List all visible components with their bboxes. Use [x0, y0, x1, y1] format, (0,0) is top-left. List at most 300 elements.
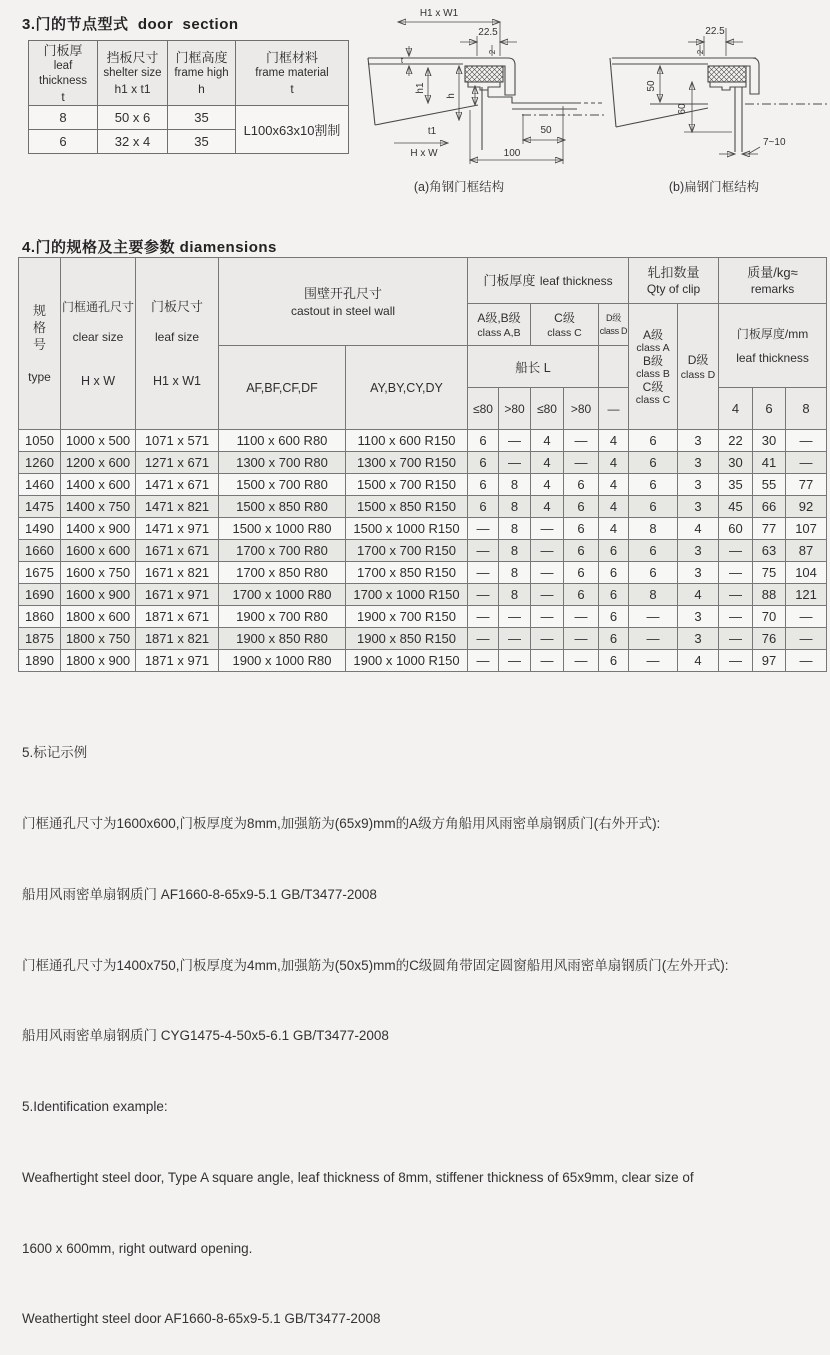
- header-en: class C: [635, 393, 671, 406]
- header-zh: 门框材料: [265, 50, 318, 65]
- header-en: class B: [636, 367, 670, 380]
- spec-cell: 6: [599, 628, 629, 650]
- header-limit: ≤80: [468, 388, 499, 430]
- drawing-a-caption: (a)角钢门框结构: [413, 180, 505, 194]
- spec-row-1675: [19, 562, 827, 584]
- spec-cell: 1000 x 500: [61, 430, 136, 452]
- dim-label-22-5: 22.5: [705, 26, 725, 37]
- spec-cell: 107: [786, 518, 827, 540]
- header-limit: ≤80: [531, 388, 564, 430]
- note-line: 5.Identification example:: [22, 1099, 168, 1115]
- spec-cell: —: [629, 628, 678, 650]
- cell-frame-high: 35: [168, 130, 236, 154]
- spec-cell: 1500 x 850 R80: [219, 496, 346, 518]
- spec-cell: 1700 x 1000 R80: [219, 584, 346, 606]
- spec-cell: —: [786, 628, 827, 650]
- spec-cell: 6: [629, 430, 678, 452]
- header-leaf-thickness: [29, 41, 98, 106]
- note-line: 船用风雨密单扇钢质门 AF1660-8-65x9-5.1 GB/T3477-2008: [22, 886, 377, 902]
- dim-label-100: 100: [503, 148, 521, 159]
- spec-cell: 92: [786, 496, 827, 518]
- note-line: Weathertight steel door AF1660-8-65x9-5.1 GB/T3477-2008: [22, 1311, 381, 1327]
- spec-cell: 1100 x 600 R80: [219, 430, 346, 452]
- spec-cell: 1700 x 850 R80: [219, 562, 346, 584]
- note-line: 门框通孔尺寸为1600x600,门板厚度为8mm,加强筋为(65x9)mm的A级方角船用风雨密单扇钢质门(右外开式):: [22, 815, 661, 831]
- dim-label-h: h: [446, 93, 457, 99]
- header-mass-8: 8: [786, 388, 827, 430]
- spec-row-1875: [19, 628, 827, 650]
- header-zh: 门板厚度/mm: [736, 326, 809, 341]
- spec-cell: —: [468, 628, 499, 650]
- dim-label-t: t: [400, 56, 404, 65]
- header-en: class D: [599, 325, 628, 336]
- spec-cell: —: [719, 628, 753, 650]
- drawing-b-caption: (b)扁钢门框结构: [668, 180, 760, 194]
- spec-cell: —: [629, 650, 678, 672]
- header-qty-class-d: [678, 304, 719, 430]
- spec-cell: 6: [599, 606, 629, 628]
- table-row: [29, 106, 349, 130]
- spec-cell: —: [719, 562, 753, 584]
- spec-cell: 75: [753, 562, 786, 584]
- spec-cell: 1260: [19, 452, 61, 474]
- spec-cell: —: [499, 628, 531, 650]
- dim-label-7-10: 7~10: [763, 137, 786, 148]
- spec-cell: —: [499, 452, 531, 474]
- header-symbol: h1 x t1: [114, 82, 151, 96]
- spec-cell: 1700 x 700 R150: [346, 540, 468, 562]
- spec-cell: —: [531, 650, 564, 672]
- header-leaf-size: [136, 258, 219, 430]
- header-qty-class-abc: [629, 304, 678, 430]
- drawing-angle-steel-frame: [362, 2, 605, 196]
- header-shelter-size: [98, 41, 168, 106]
- spec-cell: 35: [719, 474, 753, 496]
- spec-cell: 4: [531, 452, 564, 474]
- spec-cell: —: [719, 606, 753, 628]
- spec-cell: —: [531, 606, 564, 628]
- spec-cell: 104: [786, 562, 827, 584]
- header-zh: 质量/kg≈: [747, 265, 798, 280]
- spec-cell: 45: [719, 496, 753, 518]
- spec-cell: 8: [629, 518, 678, 540]
- header-zh: 轧扣数量: [647, 265, 700, 280]
- spec-cell: 66: [753, 496, 786, 518]
- header-zh: 围壁开孔尺寸: [303, 285, 382, 301]
- header-frame-high: [168, 41, 236, 106]
- spec-cell: 1600 x 750: [61, 562, 136, 584]
- header-en: shelter size: [103, 67, 162, 79]
- header-symbol: t: [61, 89, 65, 104]
- spec-cell: 1100 x 600 R150: [346, 430, 468, 452]
- gasket-hatch: [465, 66, 503, 82]
- header-zh: 门框高度: [175, 50, 228, 65]
- spec-cell: 6: [629, 496, 678, 518]
- spec-cell: —: [564, 628, 599, 650]
- spec-cell: 1700 x 1000 R150: [346, 584, 468, 606]
- spec-cell: 1900 x 700 R80: [219, 606, 346, 628]
- spec-cell: 4: [599, 430, 629, 452]
- dim-label-2: 2: [488, 49, 497, 55]
- header-en: remarks: [750, 282, 795, 296]
- spec-cell: 4: [678, 650, 719, 672]
- spec-cell: —: [786, 650, 827, 672]
- spec-cell: 4: [678, 584, 719, 606]
- spec-cell: 6: [629, 540, 678, 562]
- spec-cell: 1500 x 700 R150: [346, 474, 468, 496]
- spec-cell: 6: [564, 474, 599, 496]
- spec-row-1860: [19, 606, 827, 628]
- spec-cell: 4: [531, 496, 564, 518]
- spec-cell: 87: [786, 540, 827, 562]
- spec-cell: 6: [564, 584, 599, 606]
- section3-title: 3.门的节点型式 door section: [22, 16, 239, 33]
- spec-cell: 1471 x 671: [136, 474, 219, 496]
- header-castout: [219, 258, 468, 346]
- spec-cell: —: [531, 628, 564, 650]
- spec-cell: 6: [468, 430, 499, 452]
- spec-cell: 6: [599, 650, 629, 672]
- cell-leaf-thickness: 6: [29, 130, 98, 154]
- spec-cell: —: [786, 452, 827, 474]
- spec-cell: 1660: [19, 540, 61, 562]
- header-zh: D级: [687, 352, 709, 367]
- spec-cell: 1400 x 900: [61, 518, 136, 540]
- dim-label-h1: h1: [415, 82, 426, 94]
- spec-cell: 6: [629, 474, 678, 496]
- spec-cell: 8: [499, 496, 531, 518]
- spec-cell: 1600 x 900: [61, 584, 136, 606]
- spec-cell: 30: [719, 452, 753, 474]
- spec-cell: 60: [719, 518, 753, 540]
- spec-cell: 1800 x 750: [61, 628, 136, 650]
- dim-label-t1: t1: [427, 126, 437, 137]
- header-zh: C级: [554, 310, 575, 325]
- spec-cell: 1871 x 671: [136, 606, 219, 628]
- spec-cell: —: [499, 430, 531, 452]
- spec-cell: 22: [719, 430, 753, 452]
- spec-cell: 77: [753, 518, 786, 540]
- header-ship-length-d-blank: [599, 346, 629, 388]
- spec-cell: —: [468, 540, 499, 562]
- header-symbol: H x W: [80, 373, 116, 388]
- spec-cell: 1500 x 1000 R80: [219, 518, 346, 540]
- spec-cell: 6: [564, 496, 599, 518]
- spec-cell: 77: [786, 474, 827, 496]
- header-zh: A级: [643, 327, 664, 342]
- spec-cell: —: [531, 584, 564, 606]
- spec-cell: 1700 x 700 R80: [219, 540, 346, 562]
- spec-cell: 6: [564, 540, 599, 562]
- spec-cell: —: [719, 650, 753, 672]
- spec-cell: 1471 x 971: [136, 518, 219, 540]
- spec-cell: 6: [564, 518, 599, 540]
- spec-cell: 3: [678, 496, 719, 518]
- header-symbol: h: [198, 82, 205, 96]
- spec-cell: 1071 x 571: [136, 430, 219, 452]
- spec-cell: —: [564, 452, 599, 474]
- spec-cell: 41: [753, 452, 786, 474]
- spec-cell: 1471 x 821: [136, 496, 219, 518]
- spec-cell: 4: [599, 496, 629, 518]
- header-type-en: type: [28, 370, 51, 384]
- spec-cell: 1800 x 600: [61, 606, 136, 628]
- spec-row-1890: [19, 650, 827, 672]
- door-spec-table: [18, 257, 827, 672]
- spec-table-body: [19, 430, 827, 672]
- spec-cell: 1875: [19, 628, 61, 650]
- spec-cell: 1900 x 1000 R150: [346, 650, 468, 672]
- spec-cell: 1800 x 900: [61, 650, 136, 672]
- section4-title: 4.门的规格及主要参数 diamensions: [22, 239, 277, 256]
- spec-cell: 1600 x 600: [61, 540, 136, 562]
- spec-cell: —: [499, 650, 531, 672]
- spec-row-1660: [19, 540, 827, 562]
- header-en: leaf thickness: [736, 350, 809, 365]
- spec-cell: 97: [753, 650, 786, 672]
- header-zh: B级: [643, 353, 664, 368]
- dimension-labels-a: [401, 8, 552, 159]
- spec-cell: 1500 x 850 R150: [346, 496, 468, 518]
- spec-cell: 1675: [19, 562, 61, 584]
- header-mass-6: 6: [753, 388, 786, 430]
- spec-cell: 1671 x 671: [136, 540, 219, 562]
- spec-cell: 8: [499, 562, 531, 584]
- spec-cell: 3: [678, 606, 719, 628]
- spec-row-1475: [19, 496, 827, 518]
- cell-shelter-size: 50 x 6: [98, 106, 168, 130]
- spec-cell: 1900 x 1000 R80: [219, 650, 346, 672]
- header-en: leaf thickness: [39, 59, 87, 87]
- dim-label-50: 50: [540, 125, 552, 136]
- spec-cell: 6: [564, 562, 599, 584]
- spec-cell: —: [629, 606, 678, 628]
- spec-cell: 55: [753, 474, 786, 496]
- spec-cell: 8: [499, 584, 531, 606]
- spec-cell: 4: [599, 474, 629, 496]
- dimension-lines-b: [660, 28, 760, 154]
- header-type-zh: 格: [32, 320, 46, 335]
- spec-cell: —: [468, 584, 499, 606]
- spec-cell: —: [531, 540, 564, 562]
- spec-cell: 1500 x 1000 R150: [346, 518, 468, 540]
- header-mass-remarks: [719, 258, 827, 304]
- header-symbol: t: [290, 82, 294, 96]
- spec-cell: 1271 x 671: [136, 452, 219, 474]
- header-castout-ay: AY,BY,CY,DY: [346, 346, 468, 430]
- dim-label-h1w1: H1 x W1: [419, 8, 459, 19]
- spec-cell: 1460: [19, 474, 61, 496]
- header-zh: 门板尺寸: [150, 299, 203, 314]
- spec-cell: —: [564, 650, 599, 672]
- spec-cell: 4: [531, 430, 564, 452]
- header-limit: >80: [499, 388, 531, 430]
- note-line: 船用风雨密单扇钢质门 CYG1475-4-50x5-6.1 GB/T3477-2008: [22, 1028, 389, 1044]
- spec-cell: —: [468, 606, 499, 628]
- spec-cell: —: [719, 540, 753, 562]
- header-type: [19, 258, 61, 430]
- spec-cell: 6: [599, 540, 629, 562]
- dim-label-50: 50: [646, 80, 657, 92]
- notes-block: [22, 694, 822, 1355]
- header-en: Qty of clip: [646, 282, 701, 296]
- header-symbol: H1 x W1: [153, 374, 201, 388]
- spec-row-1690: [19, 584, 827, 606]
- cell-frame-high: 35: [168, 106, 236, 130]
- drawing-flat-steel-frame: [604, 2, 830, 196]
- cell-leaf-thickness: 8: [29, 106, 98, 130]
- spec-cell: 1300 x 700 R150: [346, 452, 468, 474]
- spec-cell: 8: [629, 584, 678, 606]
- door-section-header-row: [29, 41, 349, 106]
- spec-cell: 6: [468, 496, 499, 518]
- header-clear-size: [61, 258, 136, 430]
- spec-cell: 1900 x 850 R150: [346, 628, 468, 650]
- header-en: castout in steel wall: [290, 303, 396, 318]
- spec-cell: 3: [678, 430, 719, 452]
- spec-cell: 1400 x 600: [61, 474, 136, 496]
- spec-cell: 1475: [19, 496, 61, 518]
- header-type-zh: 号: [32, 337, 46, 352]
- spec-cell: 8: [499, 540, 531, 562]
- cell-shelter-size: 32 x 4: [98, 130, 168, 154]
- spec-cell: 1671 x 971: [136, 584, 219, 606]
- header-en: class C: [547, 326, 582, 339]
- spec-cell: —: [531, 562, 564, 584]
- spec-cell: —: [719, 584, 753, 606]
- door-section-table: [28, 40, 349, 154]
- note-line: 1600 x 600mm, right outward opening.: [22, 1240, 253, 1256]
- spec-cell: —: [786, 430, 827, 452]
- spec-cell: 8: [499, 518, 531, 540]
- spec-cell: 1871 x 971: [136, 650, 219, 672]
- header-ship-length: 船长 L: [468, 346, 599, 388]
- spec-cell: 1500 x 700 R80: [219, 474, 346, 496]
- header-en: leaf size: [154, 330, 200, 344]
- spec-cell: 1200 x 600: [61, 452, 136, 474]
- spec-cell: 4: [531, 474, 564, 496]
- spec-cell: 8: [499, 474, 531, 496]
- header-en: class D: [680, 368, 716, 381]
- header-class-d: [599, 304, 629, 346]
- spec-cell: 70: [753, 606, 786, 628]
- spec-cell: 6: [599, 584, 629, 606]
- spec-cell: 4: [599, 518, 629, 540]
- spec-cell: 30: [753, 430, 786, 452]
- spec-cell: 1900 x 700 R150: [346, 606, 468, 628]
- header-qty-of-clip: [629, 258, 719, 304]
- spec-cell: 1050: [19, 430, 61, 452]
- header-mass-4: 4: [719, 388, 753, 430]
- dim-label-22-5: 22.5: [478, 27, 498, 38]
- spec-cell: —: [564, 430, 599, 452]
- spec-cell: —: [564, 606, 599, 628]
- cell-frame-material: L100x63x10割制: [236, 106, 349, 154]
- dim-label-60: 60: [677, 103, 688, 115]
- spec-header-row-1: [19, 258, 827, 304]
- header-limit: >80: [564, 388, 599, 430]
- spec-cell: 1671 x 821: [136, 562, 219, 584]
- spec-cell: 1871 x 821: [136, 628, 219, 650]
- gasket-hatch: [708, 66, 746, 82]
- header-zh: 门板厚度: [483, 272, 536, 288]
- spec-cell: —: [468, 650, 499, 672]
- spec-row-1460: [19, 474, 827, 496]
- spec-cell: 63: [753, 540, 786, 562]
- header-en: clear size: [72, 329, 124, 344]
- spec-cell: 3: [678, 474, 719, 496]
- spec-row-1050: [19, 430, 827, 452]
- spec-cell: 6: [468, 452, 499, 474]
- header-zh: 挡板尺寸: [106, 50, 159, 65]
- header-castout-af: AF,BF,CF,DF: [219, 346, 346, 430]
- spec-cell: 3: [678, 562, 719, 584]
- header-en: class A: [636, 341, 670, 354]
- header-en: frame material: [255, 67, 329, 79]
- spec-cell: —: [786, 606, 827, 628]
- header-zh: 门框通孔尺寸: [61, 299, 134, 314]
- dim-label-2: 2: [696, 49, 705, 55]
- spec-cell: 1300 x 700 R80: [219, 452, 346, 474]
- header-zh: 门板厚: [43, 42, 83, 58]
- spec-cell: 4: [678, 518, 719, 540]
- header-frame-material: [236, 41, 349, 106]
- header-leaf-thickness-mm: [719, 304, 827, 388]
- note-line: 门框通孔尺寸为1400x750,门板厚度为4mm,加强筋为(50x5)mm的C级圆角带固定圆窗船用风雨密单扇钢质门(左外开式):: [22, 957, 729, 973]
- spec-cell: 1860: [19, 606, 61, 628]
- header-class-c: [531, 304, 599, 346]
- header-en: leaf thickness: [539, 273, 613, 288]
- header-zh: C级: [642, 379, 664, 394]
- spec-cell: 1690: [19, 584, 61, 606]
- spec-cell: —: [468, 518, 499, 540]
- header-zh: A级,B级: [477, 310, 521, 325]
- spec-cell: 1400 x 750: [61, 496, 136, 518]
- header-class-ab: [468, 304, 531, 346]
- spec-row-1260: [19, 452, 827, 474]
- spec-cell: 1490: [19, 518, 61, 540]
- spec-row-1490: [19, 518, 827, 540]
- header-limit-dash: —: [599, 388, 629, 430]
- spec-cell: 1900 x 850 R80: [219, 628, 346, 650]
- spec-cell: 88: [753, 584, 786, 606]
- spec-cell: 121: [786, 584, 827, 606]
- header-type-zh: 规: [32, 303, 46, 318]
- spec-cell: 3: [678, 540, 719, 562]
- frame-profile-a: [368, 58, 602, 150]
- spec-cell: 1890: [19, 650, 61, 672]
- header-zh: D级: [606, 312, 621, 323]
- spec-cell: —: [499, 606, 531, 628]
- spec-cell: 3: [678, 628, 719, 650]
- note-line: Weafhertight steel door, Type A square angle, leaf thickness of 8mm, stiffener thickness of 65x9mm, clear size of: [22, 1169, 694, 1185]
- spec-cell: 6: [629, 562, 678, 584]
- spec-cell: 1700 x 850 R150: [346, 562, 468, 584]
- spec-cell: 6: [599, 562, 629, 584]
- spec-cell: 76: [753, 628, 786, 650]
- header-en: frame high: [174, 67, 229, 79]
- spec-cell: 6: [468, 474, 499, 496]
- spec-cell: 6: [629, 452, 678, 474]
- note-line: 5.标记示例: [22, 745, 88, 761]
- spec-cell: 3: [678, 452, 719, 474]
- dim-label-hxw: H x W: [410, 148, 438, 159]
- header-en: class A,B: [477, 326, 521, 339]
- spec-cell: 4: [599, 452, 629, 474]
- spec-cell: —: [531, 518, 564, 540]
- header-leaf-thickness: [468, 258, 629, 304]
- spec-cell: —: [468, 562, 499, 584]
